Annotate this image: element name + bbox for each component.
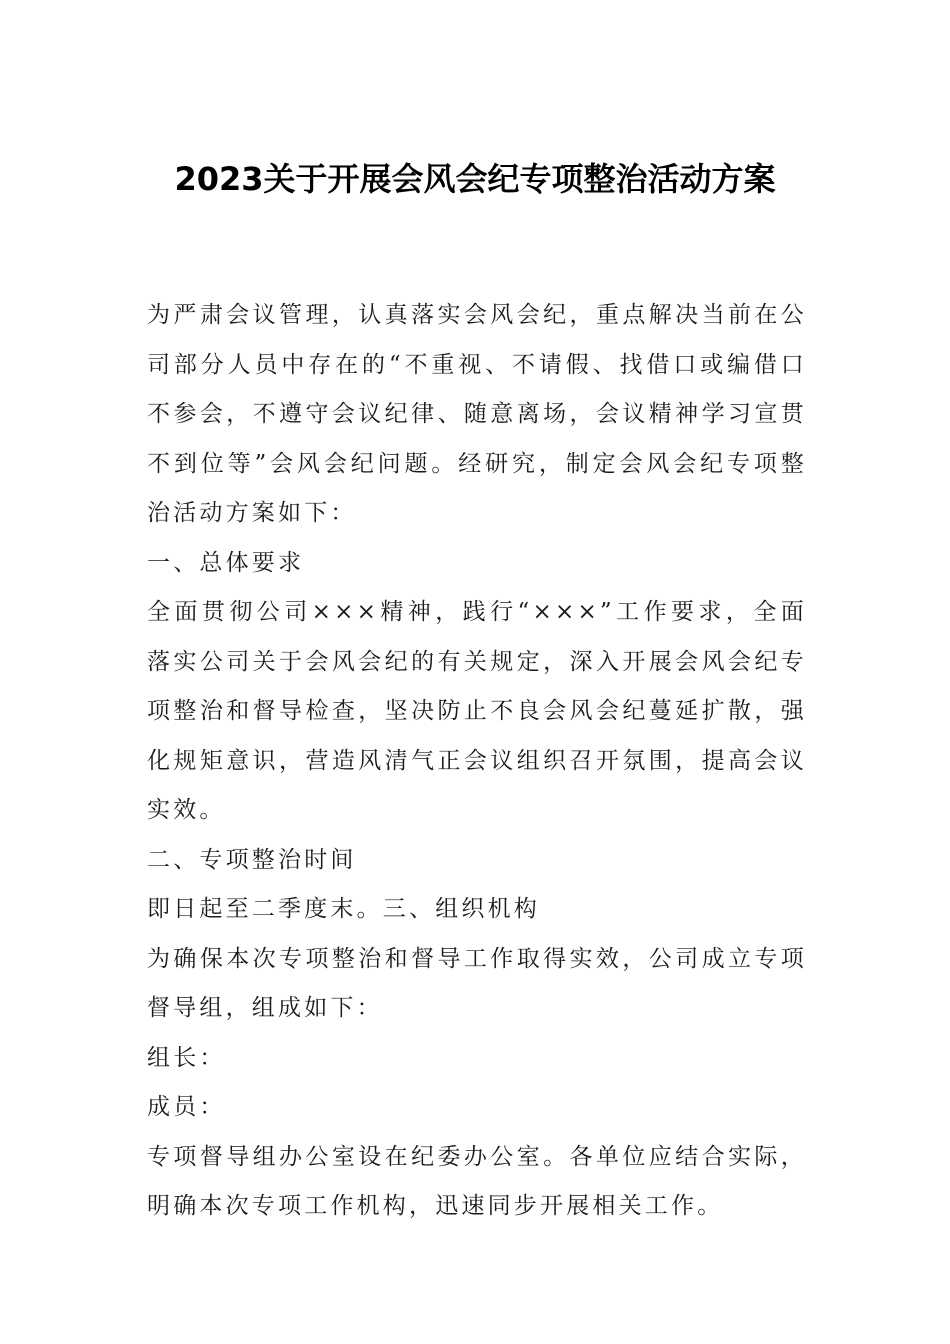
section-heading-general-requirements: 一、总体要求 bbox=[147, 549, 305, 576]
timeframe-paragraph: 即日起至二季度末。三、组织机构 bbox=[147, 896, 540, 922]
office-paragraph: 专项督导组办公室设在纪委办公室。各单位应结合实际，明确本次专项工作机构，迅速同步开展相关工作。 bbox=[147, 1143, 807, 1219]
general-requirements-paragraph: 全面贯彻公司×××精神，践行“×××”工作要求，全面落实公司关于会风会纪的有关规定，深入开展会风会纪专项整治和督导检查，坚决防止不良会风会纪蔓延扩散，强化规矩意识，营造风清气正会议组织召开氛围，提高会议实效。 bbox=[147, 599, 807, 823]
document-title: 2023关于开展会风会纪专项整治活动方案 bbox=[174, 160, 776, 198]
group-members-line: 成员： bbox=[147, 1094, 226, 1120]
section-heading-timeframe: 二、专项整治时间 bbox=[147, 846, 357, 873]
group-leader-line: 组长： bbox=[147, 1044, 226, 1071]
document-body bbox=[147, 291, 807, 1232]
organization-paragraph: 为确保本次专项整治和督导工作取得实效，公司成立专项督导组，组成如下： bbox=[147, 945, 807, 1021]
intro-paragraph: 为严肃会议管理，认真落实会风会纪，重点解决当前在公司部分人员中存在的“不重视、不请假、找借口或编借口不参会，不遵守会议纪律、随意离场，会议精神学习宣贯不到位等”会风会纪问题。经研究，制定会风会纪专项整治活动方案如下： bbox=[147, 302, 807, 526]
